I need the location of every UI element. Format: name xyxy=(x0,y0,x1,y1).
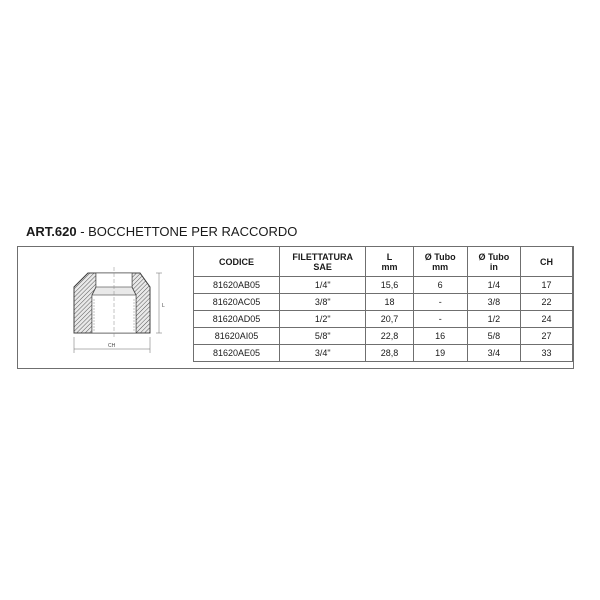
header-tubo-mm: Ø Tubo mm xyxy=(413,247,467,277)
header-filettatura: FILETTATURA SAE xyxy=(280,247,366,277)
cell-filettatura: 3/8" xyxy=(280,294,366,311)
cell-filettatura: 1/2" xyxy=(280,311,366,328)
table-row xyxy=(194,345,573,362)
cell-codice: 81620AC05 xyxy=(194,294,280,311)
header-l: L mm xyxy=(366,247,413,277)
table-row xyxy=(194,277,573,294)
cell-tubo-in: 1/4 xyxy=(467,277,520,294)
page-title xyxy=(26,224,297,239)
cell-l: 28,8 xyxy=(366,345,413,362)
cell-ch: 17 xyxy=(520,277,572,294)
article-description: BOCCHETTONE PER RACCORDO xyxy=(88,224,298,239)
table-row xyxy=(194,311,573,328)
cell-codice: 81620AD05 xyxy=(194,311,280,328)
cell-tubo-mm: 6 xyxy=(413,277,467,294)
cell-l: 18 xyxy=(366,294,413,311)
cell-filettatura: 1/4" xyxy=(280,277,366,294)
cell-l: 15,6 xyxy=(366,277,413,294)
cell-l: 20,7 xyxy=(366,311,413,328)
cell-tubo-mm: - xyxy=(413,294,467,311)
cell-codice: 81620AI05 xyxy=(194,328,280,345)
cell-ch: 33 xyxy=(520,345,572,362)
article-code: ART.620 xyxy=(26,224,77,239)
header-tubo-in: Ø Tubo in xyxy=(467,247,520,277)
table-row xyxy=(194,328,573,345)
cell-codice: 81620AE05 xyxy=(194,345,280,362)
cell-ch: 22 xyxy=(520,294,572,311)
cell-tubo-mm: - xyxy=(413,311,467,328)
table-header-row xyxy=(194,247,573,277)
cell-filettatura: 3/4" xyxy=(280,345,366,362)
header-ch: CH xyxy=(520,247,572,277)
spec-frame xyxy=(17,246,574,369)
cell-ch: 24 xyxy=(520,311,572,328)
cell-tubo-mm: 16 xyxy=(413,328,467,345)
cell-tubo-in: 3/4 xyxy=(467,345,520,362)
dimension-l-label: L xyxy=(162,303,165,309)
title-separator: - xyxy=(76,224,89,239)
cell-tubo-in: 3/8 xyxy=(467,294,520,311)
header-codice: CODICE xyxy=(194,247,280,277)
spec-table xyxy=(193,246,573,362)
cell-tubo-in: 1/2 xyxy=(467,311,520,328)
table-row xyxy=(194,294,573,311)
cell-codice: 81620AB05 xyxy=(194,277,280,294)
cell-ch: 27 xyxy=(520,328,572,345)
cell-tubo-in: 5/8 xyxy=(467,328,520,345)
cell-filettatura: 5/8" xyxy=(280,328,366,345)
cell-l: 22,8 xyxy=(366,328,413,345)
cell-tubo-mm: 19 xyxy=(413,345,467,362)
fitting-drawing xyxy=(18,247,194,368)
dimension-ch-label: CH xyxy=(108,343,116,349)
